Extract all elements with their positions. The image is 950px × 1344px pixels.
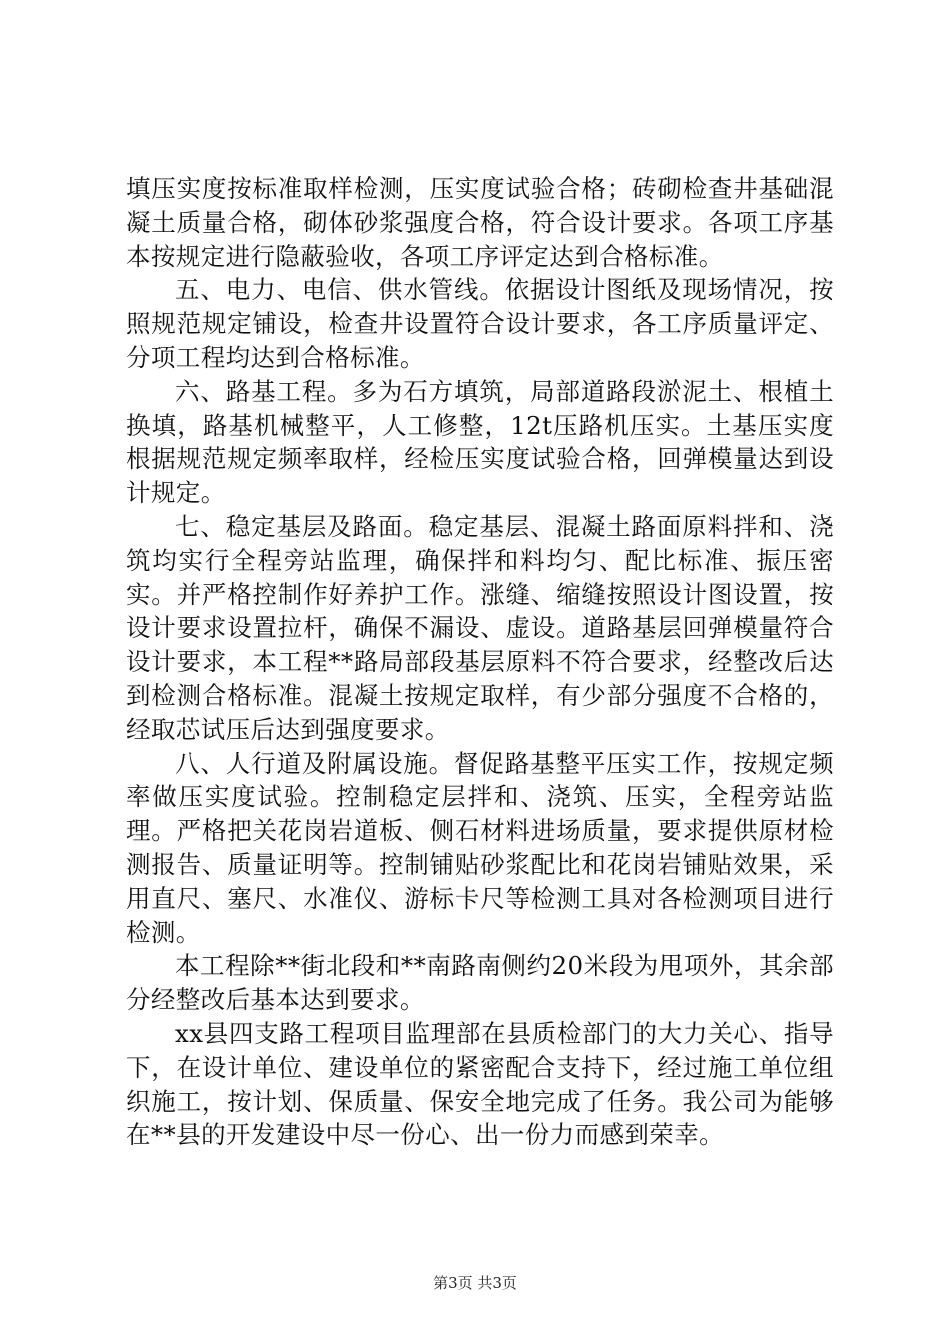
paragraph-section-seven: 七、稳定基层及路面。稳定基层、混凝土路面原料拌和、浇筑均实行全程旁站监理，确保拌和料均匀、配比标准、振压密实。并严格控制作好养护工作。涨缝、缩缝按照设计图设置，按设计要求设置拉杆，确保不漏设、虚设。道路基层回弹模量符合设计要求，本工程**路局部段基层原料不符合要求，经整改后达到检测合格标准。混凝土按规定取样，有少部分强度不合格的，经取芯试压后达到强度要求。 [126, 511, 834, 744]
document-body [126, 172, 834, 1152]
paragraph-summary: 本工程除**街北段和**南路南侧约20米段为甩项外，其余部分经整改后基本达到要求。 [126, 951, 834, 1015]
paragraph-section-six: 六、路基工程。多为石方填筑，局部道路段淤泥土、根植土换填，路基机械整平，人工修整，12t压路机压实。土基压实度根据规范规定频率取样，经检压实度试验合格，回弹模量达到设计规定。 [126, 376, 834, 508]
paragraph-continuation: 填压实度按标准取样检测，压实度试验合格；砖砌检查井基础混凝土质量合格，砌体砂浆强度合格，符合设计要求。各项工序基本按规定进行隐蔽验收，各项工序评定达到合格标准。 [126, 174, 834, 271]
paragraph-closing: xx县四支路工程项目监理部在县质检部门的大力关心、指导下，在设计单位、建设单位的紧密配合支持下，经过施工单位组织施工，按计划、保质量、保安全地完成了任务。我公司为能够在**县的开发建设中尽一份心、出一份力而感到荣幸。 [126, 1018, 834, 1150]
paragraph-section-five: 五、电力、电信、供水管线。依据设计图纸及现场情况，按照规范规定铺设，检查井设置符合设计要求，各工序质量评定、分项工程均达到合格标准。 [126, 275, 834, 372]
page-number-footer: 第3页 共3页 [433, 1274, 517, 1292]
paragraph-section-eight: 八、人行道及附属设施。督促路基整平压实工作，按规定频率做压实度试验。控制稳定层拌和、浇筑、压实，全程旁站监理。严格把关花岗岩道板、侧石材料进场质量，要求提供原材检测报告、质量证明等。控制铺贴砂浆配比和花岗岩铺贴效果，采用直尺、塞尺、水准仪、游标卡尺等检测工具对各检测项目进行检测。 [126, 748, 834, 947]
